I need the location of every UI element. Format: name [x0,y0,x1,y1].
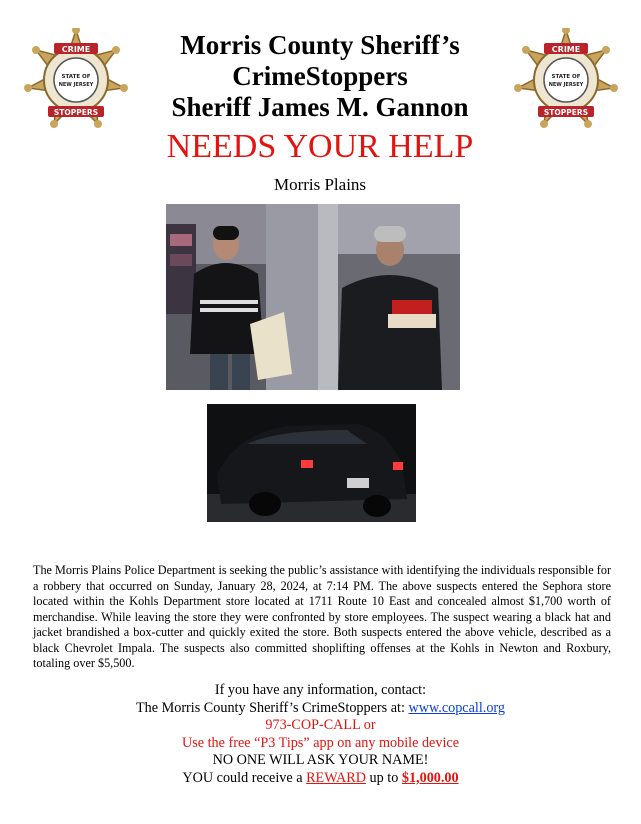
suspect-2-surveillance-photo [318,204,460,390]
badge-center-line1: STATE OF [551,74,581,80]
needs-your-help-heading: NEEDS YOUR HELP [166,128,474,165]
reward-line [0,770,641,788]
header-line-2: CrimeStoppers [232,61,408,91]
badge-center-line1: STATE OF [61,74,91,80]
header-line-3: Sheriff James M. Gannon [171,92,469,122]
header-line-1: Morris County Sheriff’s [180,30,460,60]
anonymity-notice: NO ONE WILL ASK YOUR NAME! [212,752,429,769]
badge-center-line2: NEW JERSEY [58,82,94,88]
reward-word: REWARD [306,769,366,786]
reward-amount: $1,000.00 [401,769,459,786]
crimestoppers-badge-right [514,28,618,132]
crimestoppers-badge-left [24,28,128,132]
flyer-header [120,30,520,195]
contact-block [0,682,641,788]
contact-website-line [0,700,641,718]
incident-description: The Morris Plains Police Department is seeking the public’s assistance with identifying the individuals responsible for a robbery that occurred on Sunday, January 28, 2024, at 7:14 PM. The above suspects entered the Sephora store located within the Kohls Department store located at 1711 Route 10 East and concealed almost $1,700 worth of merchandise. While leaving the store they were confronted by store employees. The suspect wearing a black hat and jacket brandished a box-cutter and quickly exited the store. Both suspects entered the above vehicle, described as a black Chevrolet Impala. The suspects also committed shoplifting offenses at the Kohls in Newton and Roxbury, totaling over $5,500. [33,563,611,670]
badge-crime-text: CRIME [61,45,91,54]
reward-mid: up to [365,769,402,786]
badge-stoppers-text: STOPPERS [53,108,99,117]
contact-intro: If you have any information, contact: [214,682,427,698]
badge-stoppers-text: STOPPERS [543,108,589,117]
suspect-1-surveillance-photo [166,204,318,390]
badge-center-line2: NEW JERSEY [548,82,584,88]
contact-phone: 973-COP-CALL or [265,717,376,734]
badge-crime-text: CRIME [551,45,581,54]
contact-app-tip: Use the free “P3 Tips” app on any mobile device [182,734,459,751]
location-label: Morris Plains [273,175,367,194]
reward-prefix: YOU could receive a [182,769,307,786]
suspect-vehicle-photo [207,404,416,522]
contact-website-prefix: The Morris County Sheriff’s CrimeStoppers at: [136,699,409,716]
sheriff-star-icon [514,28,618,132]
sheriff-star-icon [24,28,128,132]
copcall-website-link[interactable]: www.copcall.org [408,699,505,716]
